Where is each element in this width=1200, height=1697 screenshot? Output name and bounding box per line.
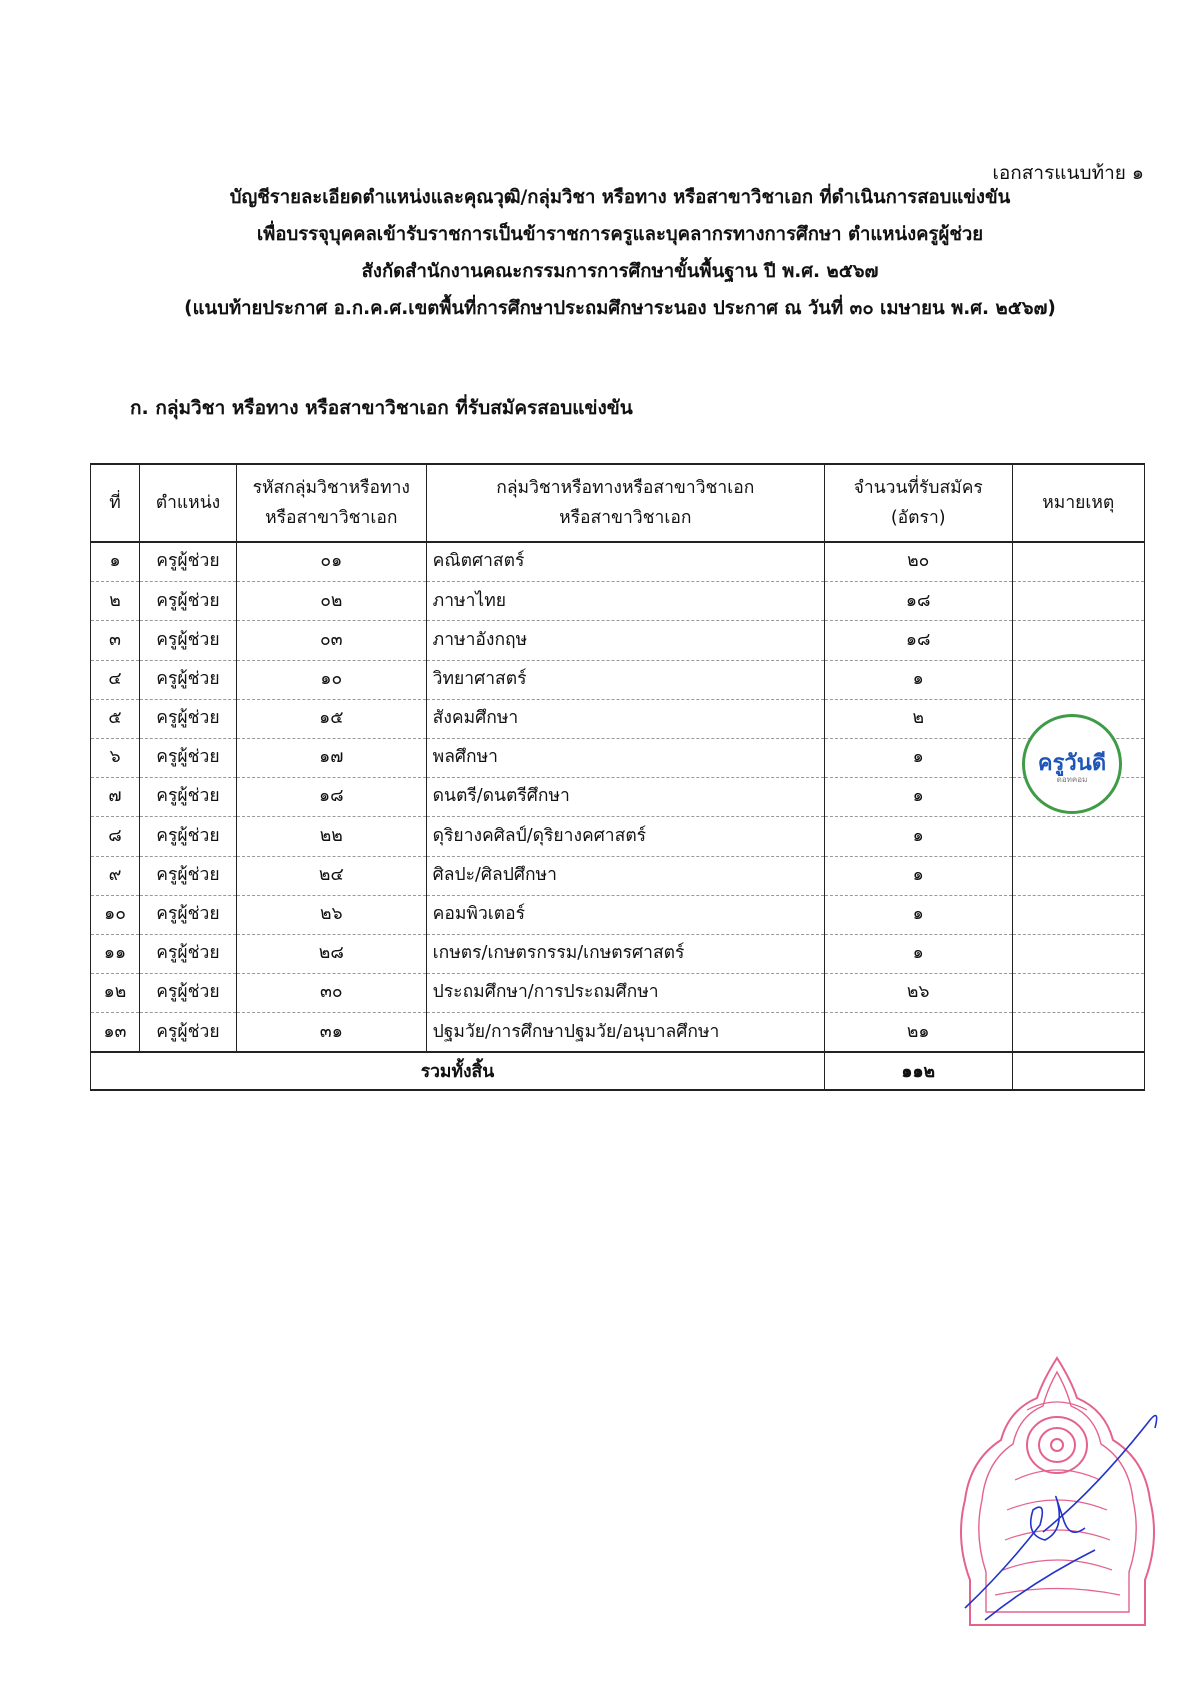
- cell-remark: [1012, 542, 1144, 582]
- document-heading-line-2: เพื่อบรรจุบุคคลเข้ารับราชการเป็นข้าราชการครูและบุคลากรทางการศึกษา ตำแหน่งครูผู้ช่วย: [256, 224, 984, 245]
- cell-remark: [1012, 1013, 1144, 1053]
- cell-no: ๖: [91, 738, 140, 777]
- watermark-title: ครูวันดี: [1037, 751, 1107, 776]
- document-heading-line-1: บัญชีรายละเอียดตำแหน่งและคุณวุฒิ/กลุ่มวิชา หรือทาง หรือสาขาวิชาเอก ที่ดำเนินการสอบแข่งขัน: [229, 187, 1011, 208]
- cell-no: ๗: [91, 778, 140, 817]
- cell-position: ครูผู้ช่วย: [139, 974, 236, 1013]
- cell-position: ครูผู้ช่วย: [139, 738, 236, 777]
- cell-remark: [1012, 660, 1144, 699]
- document-heading-line-3: สังกัดสำนักงานคณะกรรมการการศึกษาขั้นพื้นฐาน ปี พ.ศ. ๒๕๖๗: [361, 261, 879, 282]
- total-row: [91, 1052, 1145, 1090]
- cell-position: ครูผู้ช่วย: [139, 621, 236, 660]
- cell-count: ๑: [824, 738, 1012, 777]
- positions-table: [90, 463, 1145, 1091]
- header-count: [824, 464, 1012, 542]
- cell-count: ๑: [824, 895, 1012, 934]
- cell-remark: [1012, 621, 1144, 660]
- cell-subject: ปฐมวัย/การศึกษาปฐมวัย/อนุบาลศึกษา: [426, 1013, 824, 1053]
- watermark-logo: [1022, 714, 1122, 814]
- cell-remark: [1012, 895, 1144, 934]
- cell-code: ๑๕: [236, 699, 426, 738]
- cell-no: ๑๒: [91, 974, 140, 1013]
- cell-code: ๓๑: [236, 1013, 426, 1053]
- header-subject-line-2: หรือสาขาวิชาเอก: [559, 508, 692, 528]
- cell-subject: เกษตร/เกษตรกรรม/เกษตรศาสตร์: [426, 934, 824, 973]
- cell-position: ครูผู้ช่วย: [139, 699, 236, 738]
- cell-position: ครูผู้ช่วย: [139, 934, 236, 973]
- cell-position: ครูผู้ช่วย: [139, 1013, 236, 1053]
- total-remark: [1012, 1052, 1144, 1090]
- header-subject-line-1: กลุ่มวิชาหรือทางหรือสาขาวิชาเอก: [496, 478, 755, 498]
- cell-count: ๒: [824, 699, 1012, 738]
- cell-position: ครูผู้ช่วย: [139, 660, 236, 699]
- cell-no: ๒: [91, 582, 140, 621]
- header-code: [236, 464, 426, 542]
- cell-subject: คอมพิวเตอร์: [426, 895, 824, 934]
- table-row: [91, 582, 1145, 621]
- cell-no: ๑๑: [91, 934, 140, 973]
- cell-remark: [1012, 817, 1144, 856]
- cell-no: ๙: [91, 856, 140, 895]
- cell-code: ๒๒: [236, 817, 426, 856]
- cell-position: ครูผู้ช่วย: [139, 542, 236, 582]
- cell-subject: ดนตรี/ดนตรีศึกษา: [426, 778, 824, 817]
- section-title: ก. กลุ่มวิชา หรือทาง หรือสาขาวิชาเอก ที่รับสมัครสอบแข่งขัน: [130, 397, 633, 419]
- cell-code: ๒๘: [236, 934, 426, 973]
- table-header-row: [91, 464, 1145, 542]
- cell-count: ๒๑: [824, 1013, 1012, 1053]
- header-no: ที่: [91, 464, 140, 542]
- table-row: [91, 621, 1145, 660]
- cell-code: ๐๑: [236, 542, 426, 582]
- cell-code: ๒๖: [236, 895, 426, 934]
- total-label: รวมทั้งสิ้น: [91, 1052, 825, 1090]
- table-row: [91, 817, 1145, 856]
- cell-no: ๔: [91, 660, 140, 699]
- cell-count: ๑๘: [824, 621, 1012, 660]
- table-row: [91, 856, 1145, 895]
- table-row: [91, 738, 1145, 777]
- document-heading-line-4: (แนบท้ายประกาศ อ.ก.ค.ศ.เขตพื้นที่การศึกษาประถมศึกษาระนอง ประกาศ ณ วันที่ ๓๐ เมษายน พ.ศ. ๒๕๖๗): [184, 298, 1056, 319]
- attachment-label: เอกสารแนบท้าย ๑: [992, 162, 1144, 184]
- header-count-line-1: จำนวนที่รับสมัคร: [853, 478, 983, 498]
- cell-subject: คณิตศาสตร์: [426, 542, 824, 582]
- cell-no: ๑: [91, 542, 140, 582]
- header-count-line-2: (อัตรา): [890, 508, 946, 528]
- header-remark: หมายเหตุ: [1012, 464, 1144, 542]
- cell-count: ๒๖: [824, 974, 1012, 1013]
- cell-position: ครูผู้ช่วย: [139, 817, 236, 856]
- table-row: [91, 974, 1145, 1013]
- header-code-line-2: หรือสาขาวิชาเอก: [265, 508, 398, 528]
- cell-subject: ศิลปะ/ศิลปศึกษา: [426, 856, 824, 895]
- table-row: [91, 542, 1145, 582]
- cell-count: ๑๘: [824, 582, 1012, 621]
- cell-count: ๑: [824, 934, 1012, 973]
- cell-code: ๓๐: [236, 974, 426, 1013]
- table-row: [91, 778, 1145, 817]
- cell-no: ๑๓: [91, 1013, 140, 1053]
- header-position: ตำแหน่ง: [139, 464, 236, 542]
- cell-subject: ภาษาอังกฤษ: [426, 621, 824, 660]
- cell-code: ๒๔: [236, 856, 426, 895]
- cell-code: ๐๓: [236, 621, 426, 660]
- cell-remark: [1012, 582, 1144, 621]
- cell-remark: [1012, 856, 1144, 895]
- table-row: [91, 934, 1145, 973]
- cell-no: ๘: [91, 817, 140, 856]
- cell-position: ครูผู้ช่วย: [139, 895, 236, 934]
- table-row: [91, 699, 1145, 738]
- cell-subject: ประถมศึกษา/การประถมศึกษา: [426, 974, 824, 1013]
- watermark-subtitle: ดอทคอม: [1056, 775, 1088, 784]
- cell-count: ๑: [824, 778, 1012, 817]
- cell-remark: [1012, 974, 1144, 1013]
- cell-count: ๑: [824, 817, 1012, 856]
- cell-remark: [1012, 934, 1144, 973]
- cell-count: ๒๐: [824, 542, 1012, 582]
- table-body: [91, 542, 1145, 1052]
- cell-position: ครูผู้ช่วย: [139, 856, 236, 895]
- cell-no: ๕: [91, 699, 140, 738]
- table-row: [91, 1013, 1145, 1053]
- table-row: [91, 895, 1145, 934]
- cell-code: ๑๐: [236, 660, 426, 699]
- cell-subject: ดุริยางคศิลป์/ดุริยางคศาสตร์: [426, 817, 824, 856]
- table-row: [91, 660, 1145, 699]
- header-subject: [426, 464, 824, 542]
- cell-code: ๐๒: [236, 582, 426, 621]
- cell-position: ครูผู้ช่วย: [139, 582, 236, 621]
- cell-subject: ภาษาไทย: [426, 582, 824, 621]
- cell-no: ๑๐: [91, 895, 140, 934]
- cell-subject: พลศึกษา: [426, 738, 824, 777]
- cell-count: ๑: [824, 660, 1012, 699]
- cell-no: ๓: [91, 621, 140, 660]
- cell-count: ๑: [824, 856, 1012, 895]
- cell-subject: วิทยาศาสตร์: [426, 660, 824, 699]
- total-count: ๑๑๒: [824, 1052, 1012, 1090]
- cell-subject: สังคมศึกษา: [426, 699, 824, 738]
- official-seal-with-signature: [945, 1350, 1170, 1650]
- header-code-line-1: รหัสกลุ่มวิชาหรือทาง: [252, 478, 410, 498]
- cell-code: ๑๘: [236, 778, 426, 817]
- cell-position: ครูผู้ช่วย: [139, 778, 236, 817]
- cell-code: ๑๗: [236, 738, 426, 777]
